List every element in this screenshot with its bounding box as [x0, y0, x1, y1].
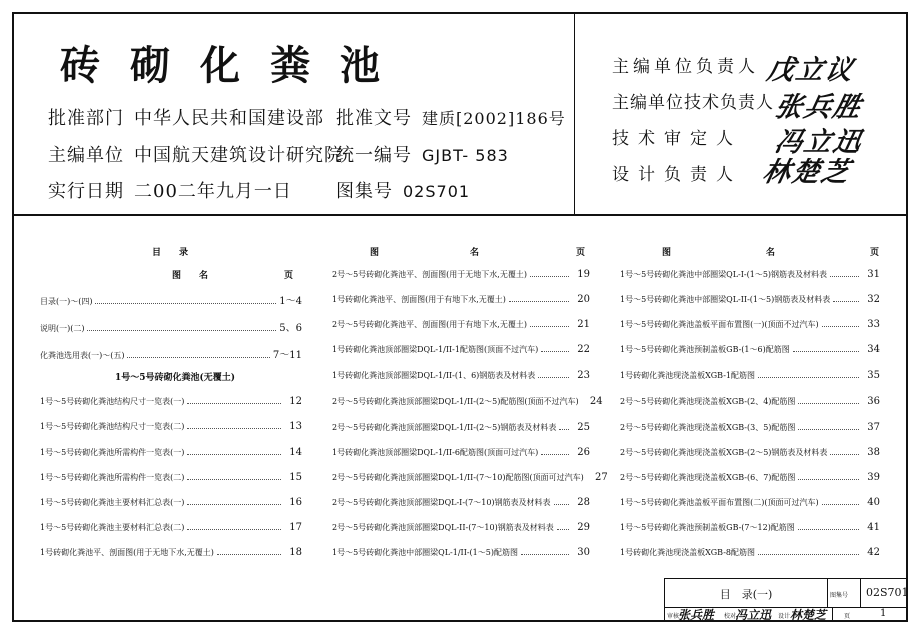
- atlas-label: 图集号: [830, 592, 849, 599]
- page-cell-divider: [832, 607, 833, 622]
- design-label: 设计: [778, 613, 791, 620]
- approval-no-value: 建质[2002]186号: [422, 109, 566, 128]
- toc-entry[interactable]: 2号～5号砖砌化粪池顶部圈梁DQL-1/II-(7～10)配筋图(顶面可过汽车) 27: [332, 472, 608, 483]
- leader-dots: [798, 429, 859, 430]
- approval-dept-row: [48, 104, 324, 130]
- leader-dots: [127, 357, 269, 358]
- leader-dots: [830, 276, 859, 277]
- leader-dots: [187, 454, 281, 455]
- toc-entry[interactable]: 2号～5号砖砌化粪池平、剖面图(用于有地下水,无覆土) 21: [332, 319, 590, 330]
- toc-entry[interactable]: 1号砖砌化粪池顶部圈梁DQL-1/II-(1、6)钢筋表及材料表 23: [332, 370, 590, 381]
- atlas-no-row: [336, 177, 470, 203]
- leader-dots: [822, 504, 859, 505]
- toc-entry[interactable]: 1号～5号砖砌化粪池结构尺寸一览表(一) 12: [40, 396, 302, 407]
- toc-entry[interactable]: 1号砖砌化粪池顶部圈梁DQL-1/II-1配筋图(顶面不过汽车) 22: [332, 344, 590, 355]
- resp-role-1: 主编单位负责人: [612, 57, 759, 77]
- leader-dots: [187, 479, 281, 480]
- unified-no-label: 统一编号: [336, 145, 412, 166]
- col2-name-header: 名: [470, 248, 480, 258]
- toc-entry[interactable]: 1号砖砌化粪池平、剖面图(用于无地下水,无覆土) 18: [40, 547, 302, 558]
- toc-entry[interactable]: 1号砖砌化粪池顶部圈梁DQL-1/II-6配筋图(顶面可过汽车) 26: [332, 447, 590, 458]
- toc-entry[interactable]: 2号～5号砖砌化粪池顶部圈梁DQL-1/II-(2～5)配筋图(顶面不过汽车) 24: [332, 396, 603, 407]
- col3-name-header: 名: [766, 248, 776, 258]
- toc-entry[interactable]: 2号～5号砖砌化粪池顶部圈梁DQL-II-(7～10)钢筋表及材料表 29: [332, 522, 590, 533]
- signature-4: 林楚芝: [760, 157, 854, 188]
- toc-entry[interactable]: 1号～5号砖砌化粪池盖板平面布置图(二)(顶面可过汽车) 40: [620, 497, 880, 508]
- toc-entry[interactable]: 1号～5号砖砌化粪池中部圈梁QL-II-(1～5)钢筋表及材料表 32: [620, 294, 880, 305]
- leader-dots: [798, 529, 859, 530]
- toc-entry[interactable]: 1号～5号砖砌化粪池盖板平面布置图(一)(顶面不过汽车) 33: [620, 319, 880, 330]
- leader-dots: [187, 529, 281, 530]
- toc-entry[interactable]: 1号～5号砖砌化粪池预制盖板GB-(7～12)配筋图 41: [620, 522, 880, 533]
- resp-role-3: 技术审定人: [612, 129, 742, 149]
- leader-dots: [521, 554, 569, 555]
- review-label: 审核: [667, 613, 680, 620]
- toc-entry[interactable]: 1号～5号砖砌化粪池预制盖板GB-(1～6)配筋图 34: [620, 344, 880, 355]
- toc-main-heading: 目 录: [151, 248, 188, 258]
- section-heading: 1号～5号砖砌化粪池(无覆土): [114, 373, 236, 383]
- effective-date-label: 实行日期: [48, 181, 124, 202]
- check-signature: 冯立迅: [735, 608, 772, 622]
- signature-2: 张兵胜: [772, 92, 866, 123]
- leader-dots: [793, 351, 859, 352]
- toc-entry[interactable]: 1号砖砌化粪池现浇盖板XGB-1配筋图 35: [620, 370, 880, 381]
- approval-dept-label: 批准部门: [48, 108, 124, 129]
- toc-entry[interactable]: 化粪池选用表(一)～(五) 7～11: [40, 350, 302, 361]
- toc-entry[interactable]: 1号～5号砖砌化粪池中部圈梁QL-I-(1～5)钢筋表及材料表 31: [620, 269, 880, 280]
- toc-entry[interactable]: 2号～5号砖砌化粪池现浇盖板XGB-(6、7)配筋图 39: [620, 472, 880, 483]
- leader-dots: [798, 479, 859, 480]
- leader-dots: [830, 454, 859, 455]
- toc-entry[interactable]: 1号～5号砖砌化粪池结构尺寸一览表(二) 13: [40, 421, 302, 432]
- chief-unit-label: 主编单位: [48, 145, 124, 166]
- header-divider: [12, 214, 908, 216]
- toc-entry[interactable]: 2号～5号砖砌化粪池现浇盖板XGB-(2、4)配筋图 36: [620, 396, 880, 407]
- approval-no-row: [336, 104, 566, 130]
- leader-dots: [798, 403, 859, 404]
- leader-dots: [95, 303, 276, 304]
- col3-page-header: 页: [870, 248, 880, 258]
- leader-dots: [822, 326, 859, 327]
- leader-dots: [530, 326, 569, 327]
- toc-entry[interactable]: 1号～5号砖砌化粪池主要材料汇总表(一) 16: [40, 497, 302, 508]
- atlas-title: 砖砌化粪池: [60, 42, 410, 89]
- approval-no-label: 批准文号: [336, 108, 412, 129]
- leader-dots: [541, 351, 569, 352]
- page-value: 1: [880, 608, 887, 619]
- leader-dots: [559, 429, 569, 430]
- effective-date-row: [48, 177, 292, 203]
- leader-dots: [187, 428, 281, 429]
- leader-dots: [541, 454, 569, 455]
- leader-dots: [554, 504, 569, 505]
- leader-dots: [187, 403, 281, 404]
- toc-entry[interactable]: 1号～5号砖砌化粪池主要材料汇总表(二) 17: [40, 522, 302, 533]
- atlas-no-value: 02S701: [403, 182, 471, 201]
- page-label: 页: [844, 613, 851, 620]
- effective-date-value: 二00二年九月一日: [134, 181, 292, 202]
- resp-role-2: 主编单位技术负责人: [612, 93, 774, 113]
- leader-dots: [557, 529, 569, 530]
- toc-entry[interactable]: 1号～5号砖砌化粪池所需构件一览表(一) 14: [40, 447, 302, 458]
- toc-entry[interactable]: 2号～5号砖砌化粪池现浇盖板XGB-(2～5)钢筋表及材料表 38: [620, 447, 880, 458]
- review-signature: 张兵胜: [678, 608, 715, 622]
- toc-entry[interactable]: 1号砖砌化粪池现浇盖板XGB-8配筋图 42: [620, 547, 880, 558]
- leader-dots: [538, 377, 569, 378]
- unified-no-row: [336, 141, 509, 167]
- toc-entry[interactable]: 1号～5号砖砌化粪池所需构件一览表(二) 15: [40, 472, 302, 483]
- design-signature: 林楚芝: [790, 608, 827, 622]
- signature-1: 戊立议: [764, 55, 858, 86]
- col2-fig-header: 图: [370, 248, 380, 258]
- col1-name-header: 图 名: [171, 271, 208, 281]
- leader-dots: [530, 276, 569, 277]
- sheet-title: 目 录(一): [719, 588, 773, 601]
- toc-entry[interactable]: 目录(一)～(四) 1～4: [40, 296, 302, 307]
- toc-entry[interactable]: 2号～5号砖砌化粪池现浇盖板XGB-(3、5)配筋图 37: [620, 422, 880, 433]
- unified-no-value: GJBT- 583: [422, 146, 509, 165]
- chief-unit-row: [48, 141, 343, 167]
- resp-role-4: 设计负责人: [612, 165, 742, 185]
- toc-entry[interactable]: 1号～5号砖砌化粪池中部圈梁QL-1/II-(1～5)配筋图 30: [332, 547, 590, 558]
- col1-page-header: 页: [284, 271, 294, 281]
- toc-entry[interactable]: 2号～5号砖砌化粪池平、剖面图(用于无地下水,无覆土) 19: [332, 269, 590, 280]
- leader-dots: [217, 554, 281, 555]
- leader-dots: [509, 301, 569, 302]
- header-vertical-divider: [574, 12, 575, 215]
- approval-dept-value: 中华人民共和国建设部: [134, 108, 324, 129]
- leader-dots: [758, 554, 859, 555]
- leader-dots: [87, 330, 276, 331]
- col3-fig-header: 图: [662, 248, 672, 258]
- col2-page-header: 页: [576, 248, 586, 258]
- signature-3: 冯立迅: [772, 127, 866, 158]
- toc-entry[interactable]: 说明(一)(二) 5、6: [40, 323, 302, 334]
- toc-entry[interactable]: 2号～5号砖砌化粪池顶部圈梁DQL-1/II-(2～5)钢筋表及材料表 25: [332, 422, 590, 433]
- toc-entry[interactable]: 2号～5号砖砌化粪池顶部圈梁DQL-I-(7～10)钢筋表及材料表 28: [332, 497, 590, 508]
- check-label: 校对: [724, 613, 737, 620]
- atlas-value: 02S701: [866, 586, 909, 599]
- leader-dots: [187, 504, 281, 505]
- leader-dots: [758, 377, 859, 378]
- chief-unit-value: 中国航天建筑设计研究院: [134, 145, 343, 166]
- leader-dots: [833, 301, 859, 302]
- atlas-no-label: 图集号: [336, 181, 393, 202]
- toc-entry[interactable]: 1号砖砌化粪池平、剖面图(用于有地下水,无覆土) 20: [332, 294, 590, 305]
